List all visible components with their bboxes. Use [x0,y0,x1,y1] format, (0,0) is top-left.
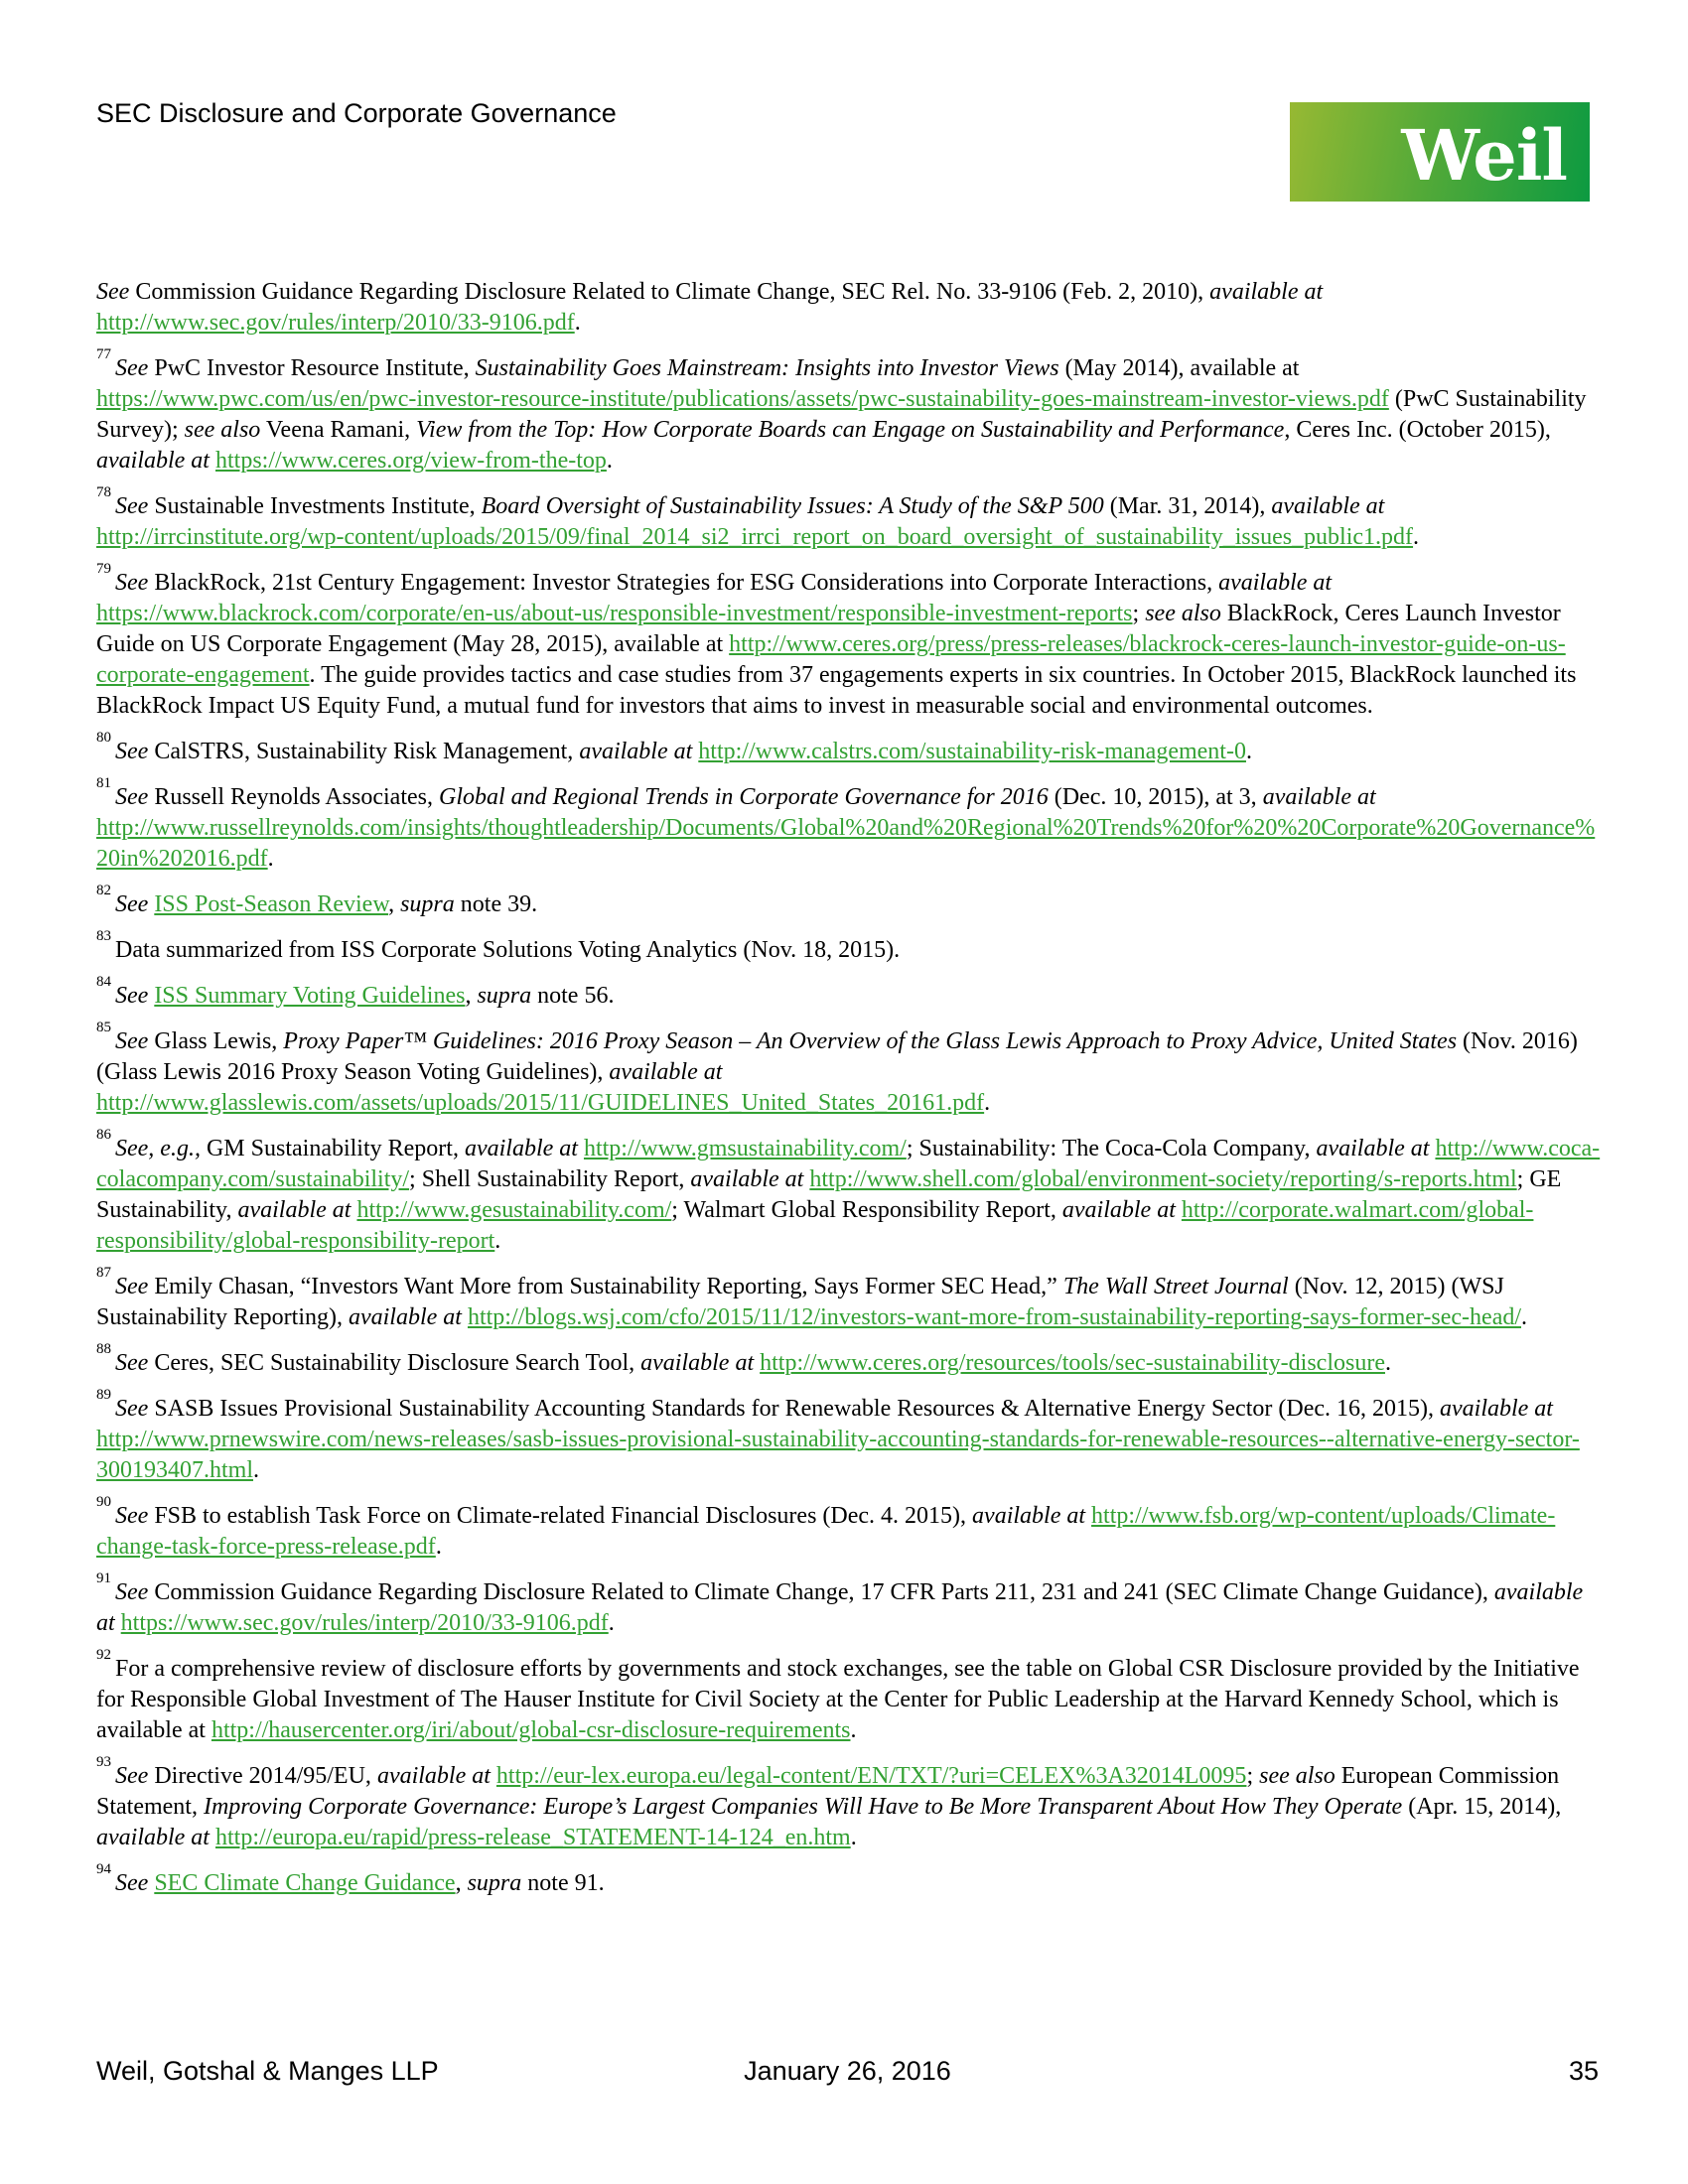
footnote-link[interactable]: https://www.blackrock.com/corporate/en-us/about-us/responsible-investment/responsible-investment-reports [96,601,1133,626]
italic-text: See [96,279,130,305]
italic-text: supra [477,983,532,1009]
footnote-77 [96,346,1601,477]
footnote-text: note 91. [521,1870,605,1896]
italic-text: See [115,1350,149,1376]
footnote-number: 84 [96,974,111,990]
footnote-link[interactable]: http://europa.eu/rapid/press-release_STATEMENT-14-124_en.htm [214,1825,851,1850]
footnote-link[interactable]: http://www.calstrs.com/sustainability-risk-management-0 [698,739,1246,764]
italic-text: available at [1271,493,1385,519]
footnote-text: (Nov. 12, 2015) (WSJ Sustainability Reporting), [96,1274,1504,1330]
footnote-link[interactable]: http://www.coca-colacompany.com/sustainability/ [96,1136,1601,1192]
italic-text: available at [579,739,693,764]
footnote-number: 94 [96,1861,111,1877]
footnote-text: . [984,1090,991,1116]
footnote-text: Russell Reynolds Associates, [148,784,439,810]
footnote-text: Emily Chasan, “Investors Want More from Sustainability Reporting, Says Former SEC Head,” [148,1274,1063,1299]
italic-text: supra [467,1870,522,1896]
footnote-number: 82 [96,883,111,898]
footnote-text: Commission Guidance Regarding Disclosure Related to Climate Change, SEC Rel. No. 33-9106 (Feb. 2, 2010), [129,279,1210,305]
footnote-number: 92 [96,1647,111,1663]
italic-text: See [115,1396,149,1422]
footnote-number: 85 [96,1020,111,1035]
footnote-text: . The guide provides tactics and case studies from 37 engagements experts in six countries. In October 2015, BlackRock launched its BlackRock Impact US Equity Fund, a mutual fund for investors that aims to invest in measurable social and environmental outcomes. [96,662,1577,719]
footnote-link[interactable]: http://www.sec.gov/rules/interp/2010/33-9106.pdf [96,310,575,336]
footnote-continuation [96,277,1601,339]
footnote-80 [96,730,1601,767]
footnote-link[interactable]: http://blogs.wsj.com/cfo/2015/11/12/investors-want-more-from-sustainability-reporting-says-former-sec-head/ [467,1304,1522,1330]
footnote-link[interactable]: SEC Climate Change Guidance [154,1870,456,1896]
italic-text: available at [1316,1136,1430,1161]
italic-text: Global and Regional Trends in Corporate Governance for 2016 [438,784,1049,810]
italic-text: available at [376,1763,491,1789]
italic-text: See, e.g., [115,1136,201,1161]
footnote-84 [96,974,1601,1012]
footnote-text: (Apr. 15, 2014), [1402,1794,1562,1820]
italic-text: available at [972,1503,1086,1529]
footnote-number: 78 [96,484,111,500]
footnote-text: FSB to establish Task Force on Climate-related Financial Disclosures (Dec. 4. 2015), [148,1503,973,1529]
footnote-link[interactable]: https://www.pwc.com/us/en/pwc-investor-resource-institute/publications/assets/pwc-sustainability-goes-mainstream-investor-views.pdf [96,386,1389,412]
footnote-text: BlackRock, Ceres Launch Investor Guide on US Corporate Engagement (May 28, 2015), available at [96,601,1561,657]
footnote-number: 81 [96,775,111,791]
footnote-85 [96,1020,1601,1119]
footnote-link[interactable]: https://www.sec.gov/rules/interp/2010/33-9106.pdf [120,1610,609,1636]
footnote-text: . [253,1457,260,1483]
footnote-text: Glass Lewis, [148,1028,284,1054]
footnote-link[interactable]: http://hausercenter.org/iri/about/global-csr-disclosure-requirements [211,1717,851,1743]
footnote-text: (Mar. 31, 2014), [1103,493,1272,519]
footnote-number: 80 [96,730,111,746]
italic-text: See [115,983,149,1009]
italic-text: View from the Top: How Corporate Boards can Engage on Sustainability and Performance [416,417,1285,443]
italic-text: See [115,891,149,917]
footnote-number: 86 [96,1127,111,1143]
footnote-number: 88 [96,1341,111,1357]
italic-text: See [115,493,149,519]
footnote-86 [96,1127,1601,1257]
italic-text: available at [96,448,210,474]
italic-text: See [115,1503,149,1529]
italic-text: See [115,739,149,764]
footnote-link[interactable]: https://www.ceres.org/view-from-the-top [214,448,607,474]
italic-text: See [115,355,149,381]
footnote-text: ; Sustainability: The Coca-Cola Company, [906,1136,1317,1161]
footnote-91 [96,1570,1601,1639]
italic-text: available at [1209,279,1324,305]
italic-text: available at [1440,1396,1553,1422]
footnote-text: (PwC Sustainability Survey); [96,386,1587,443]
footnote-text: Data summarized from ISS Corporate Solutions Voting Analytics (Nov. 18, 2015). [115,937,901,963]
footnote-text: Veena Ramani, [260,417,417,443]
footnote-link[interactable]: http://www.fsb.org/wp-content/uploads/Climate-change-task-force-press-release.pdf [96,1503,1556,1560]
weil-logo-wordmark: Weil [1401,114,1567,197]
italic-text: see also [1259,1763,1336,1789]
footnote-text: European Commission Statement, [96,1763,1560,1820]
footnote-93 [96,1754,1601,1853]
footnote-text: Directive 2014/95/EU, [148,1763,377,1789]
footnote-text: BlackRock, 21st Century Engagement: Investor Strategies for ESG Considerations into Corporate Interactions, [148,570,1219,596]
footnote-text: (Nov. 2016) (Glass Lewis 2016 Proxy Season Voting Guidelines), [96,1028,1578,1085]
footnote-link[interactable]: http://www.prnewswire.com/news-releases/sasb-issues-provisional-sustainability-accounting-standards-for-renewable-resources--alternative-energy-sector-300193407.html [96,1427,1580,1483]
footnote-text: . [1245,739,1252,764]
footnote-text: For a comprehensive review of disclosure efforts by governments and stock exchanges, see the table on Global CSR Disclosure provided by the Initiative for Responsible Global Investment of The Hauser Institute for Civil Society at the Center for Public Leadership at the Harvard Kennedy School, which is available at [96,1656,1580,1743]
italic-text: The Wall Street Journal [1062,1274,1289,1299]
footnote-link[interactable]: http://www.glasslewis.com/assets/uploads/2015/11/GUIDELINES_United_States_20161.pdf [96,1090,985,1116]
footnote-text: . [608,1610,615,1636]
footer-date: January 26, 2016 [744,2056,951,2086]
italic-text: Board Oversight of Sustainability Issues: A Study of the S&P 500 [481,493,1104,519]
italic-text: available at [1218,570,1333,596]
footnote-88 [96,1341,1601,1379]
italic-text: See [115,570,149,596]
footnote-text: . [1384,1350,1391,1376]
footnote-text: . [494,1228,501,1254]
footnote-79 [96,561,1601,722]
italic-text: see also [1145,601,1221,626]
footnote-text: . [435,1534,442,1560]
footnote-87 [96,1265,1601,1333]
footnote-text: (May 2014), available at [1058,355,1300,381]
footnote-text: , [388,891,401,917]
footnote-number: 87 [96,1265,111,1281]
weil-logo [1290,102,1590,202]
footnote-text: . [1521,1304,1528,1330]
italic-text: Improving Corporate Governance: Europe’s Largest Companies Will Have to Be More Transparent About How They Operate [203,1794,1403,1820]
footnote-link[interactable]: http://www.shell.com/global/environment-society/reporting/s-reports.html [809,1166,1517,1192]
italic-text: See [115,1274,149,1299]
footnote-82 [96,883,1601,920]
footnote-link[interactable]: http://corporate.walmart.com/global-responsibility/global-responsibility-report [96,1197,1534,1254]
footnote-text: , Ceres Inc. (October 2015), [1284,417,1551,443]
italic-text: available at [609,1059,723,1085]
italic-text: Sustainability Goes Mainstream: Insights into Investor Views [475,355,1059,381]
footnote-text: . [606,448,613,474]
italic-text: available at [348,1304,462,1330]
footnote-link[interactable]: ISS Summary Voting Guidelines [154,983,466,1009]
italic-text: See [115,1763,149,1789]
footnote-number: 83 [96,928,111,944]
footnote-89 [96,1387,1601,1486]
footnote-text: . [574,310,581,336]
italic-text: available at [464,1136,578,1161]
footnote-text: . [267,846,274,872]
footnote-number: 79 [96,561,111,577]
footnote-text: ; GE Sustainability, [96,1166,1562,1223]
footnote-text: note 56. [531,983,615,1009]
italic-text: See [115,1579,149,1605]
footnote-link[interactable]: http://www.gesustainability.com/ [356,1197,672,1223]
footnote-text: . [850,1825,857,1850]
footnote-number: 91 [96,1570,111,1586]
footnote-link[interactable]: http://www.russellreynolds.com/insights/thoughtleadership/Documents/Global%20and%20Regional%20Trends%20for%20%20Corporate%20Governance%20in%202016.pdf [96,815,1596,872]
footer-page-number: 35 [1568,2056,1599,2086]
italic-text: available at [237,1197,352,1223]
italic-text: See [115,784,149,810]
footnote-83 [96,928,1601,966]
footnote-number: 93 [96,1754,111,1770]
footnote-text: ; [1246,1763,1260,1789]
italic-text: available at [96,1825,210,1850]
footnote-text: CalSTRS, Sustainability Risk Management, [148,739,580,764]
italic-text: available at [96,1579,1584,1636]
footnote-number: 90 [96,1494,111,1510]
footnote-text: ; Walmart Global Responsibility Report, [671,1197,1062,1223]
footnote-81 [96,775,1601,875]
italic-text: available at [640,1350,755,1376]
footnote-text: ; [1132,601,1146,626]
italic-text: available at [1061,1197,1176,1223]
footnote-number: 89 [96,1387,111,1403]
footnote-text: , [455,1870,468,1896]
footnote-number: 77 [96,346,111,362]
footnote-text: Ceres, SEC Sustainability Disclosure Search Tool, [148,1350,641,1376]
footnote-text: Sustainable Investments Institute, [148,493,482,519]
footnote-text: SASB Issues Provisional Sustainability Accounting Standards for Renewable Resources & Alternative Energy Sector (Dec. 16, 2015), [148,1396,1440,1422]
italic-text: Proxy Paper™ Guidelines: 2016 Proxy Season – An Overview of the Glass Lewis Approach to Proxy Advice, United States [283,1028,1458,1054]
footnote-text: . [850,1717,857,1743]
footnote-link[interactable]: http://eur-lex.europa.eu/legal-content/EN/TXT/?uri=CELEX%3A32014L0095 [495,1763,1247,1789]
footnote-link[interactable]: http://www.ceres.org/resources/tools/sec-sustainability-disclosure [760,1350,1385,1376]
footnote-link[interactable]: http://irrcinstitute.org/wp-content/uploads/2015/09/final_2014_si2_irrci_report_on_board_oversight_of_sustainability_issues_public1.pdf [96,524,1414,550]
footnote-text: Commission Guidance Regarding Disclosure Related to Climate Change, 17 CFR Parts 211, 231 and 241 (SEC Climate Change Guidance), [148,1579,1494,1605]
italic-text: See [115,1870,149,1896]
italic-text: available at [1262,784,1376,810]
italic-text: supra [400,891,455,917]
footnote-text: , [465,983,478,1009]
footnote-90 [96,1494,1601,1563]
document-header-title: SEC Disclosure and Corporate Governance [96,98,617,128]
footnote-78 [96,484,1601,553]
footnotes-section [96,277,1601,1914]
italic-text: see also [184,417,261,443]
italic-text: available at [690,1166,804,1192]
footnote-text: GM Sustainability Report, [200,1136,465,1161]
page-footer [96,2057,1599,2087]
footnote-94 [96,1861,1601,1899]
footnote-text: PwC Investor Resource Institute, [148,355,476,381]
footnote-link[interactable]: http://www.gmsustainability.com/ [583,1136,907,1161]
footer-firm-name: Weil, Gotshal & Manges LLP [96,2056,439,2086]
footnote-92 [96,1647,1601,1746]
footnote-link[interactable]: ISS Post-Season Review [154,891,389,917]
footnote-text: . [1413,524,1420,550]
footnote-text: note 39. [454,891,538,917]
footnote-text: ; Shell Sustainability Report, [409,1166,691,1192]
footnote-link[interactable]: http://www.ceres.org/press/press-releases/blackrock-ceres-launch-investor-guide-on-us-corporate-engagement [96,631,1566,688]
footnote-text: (Dec. 10, 2015), at 3, [1048,784,1263,810]
italic-text: See [115,1028,149,1054]
